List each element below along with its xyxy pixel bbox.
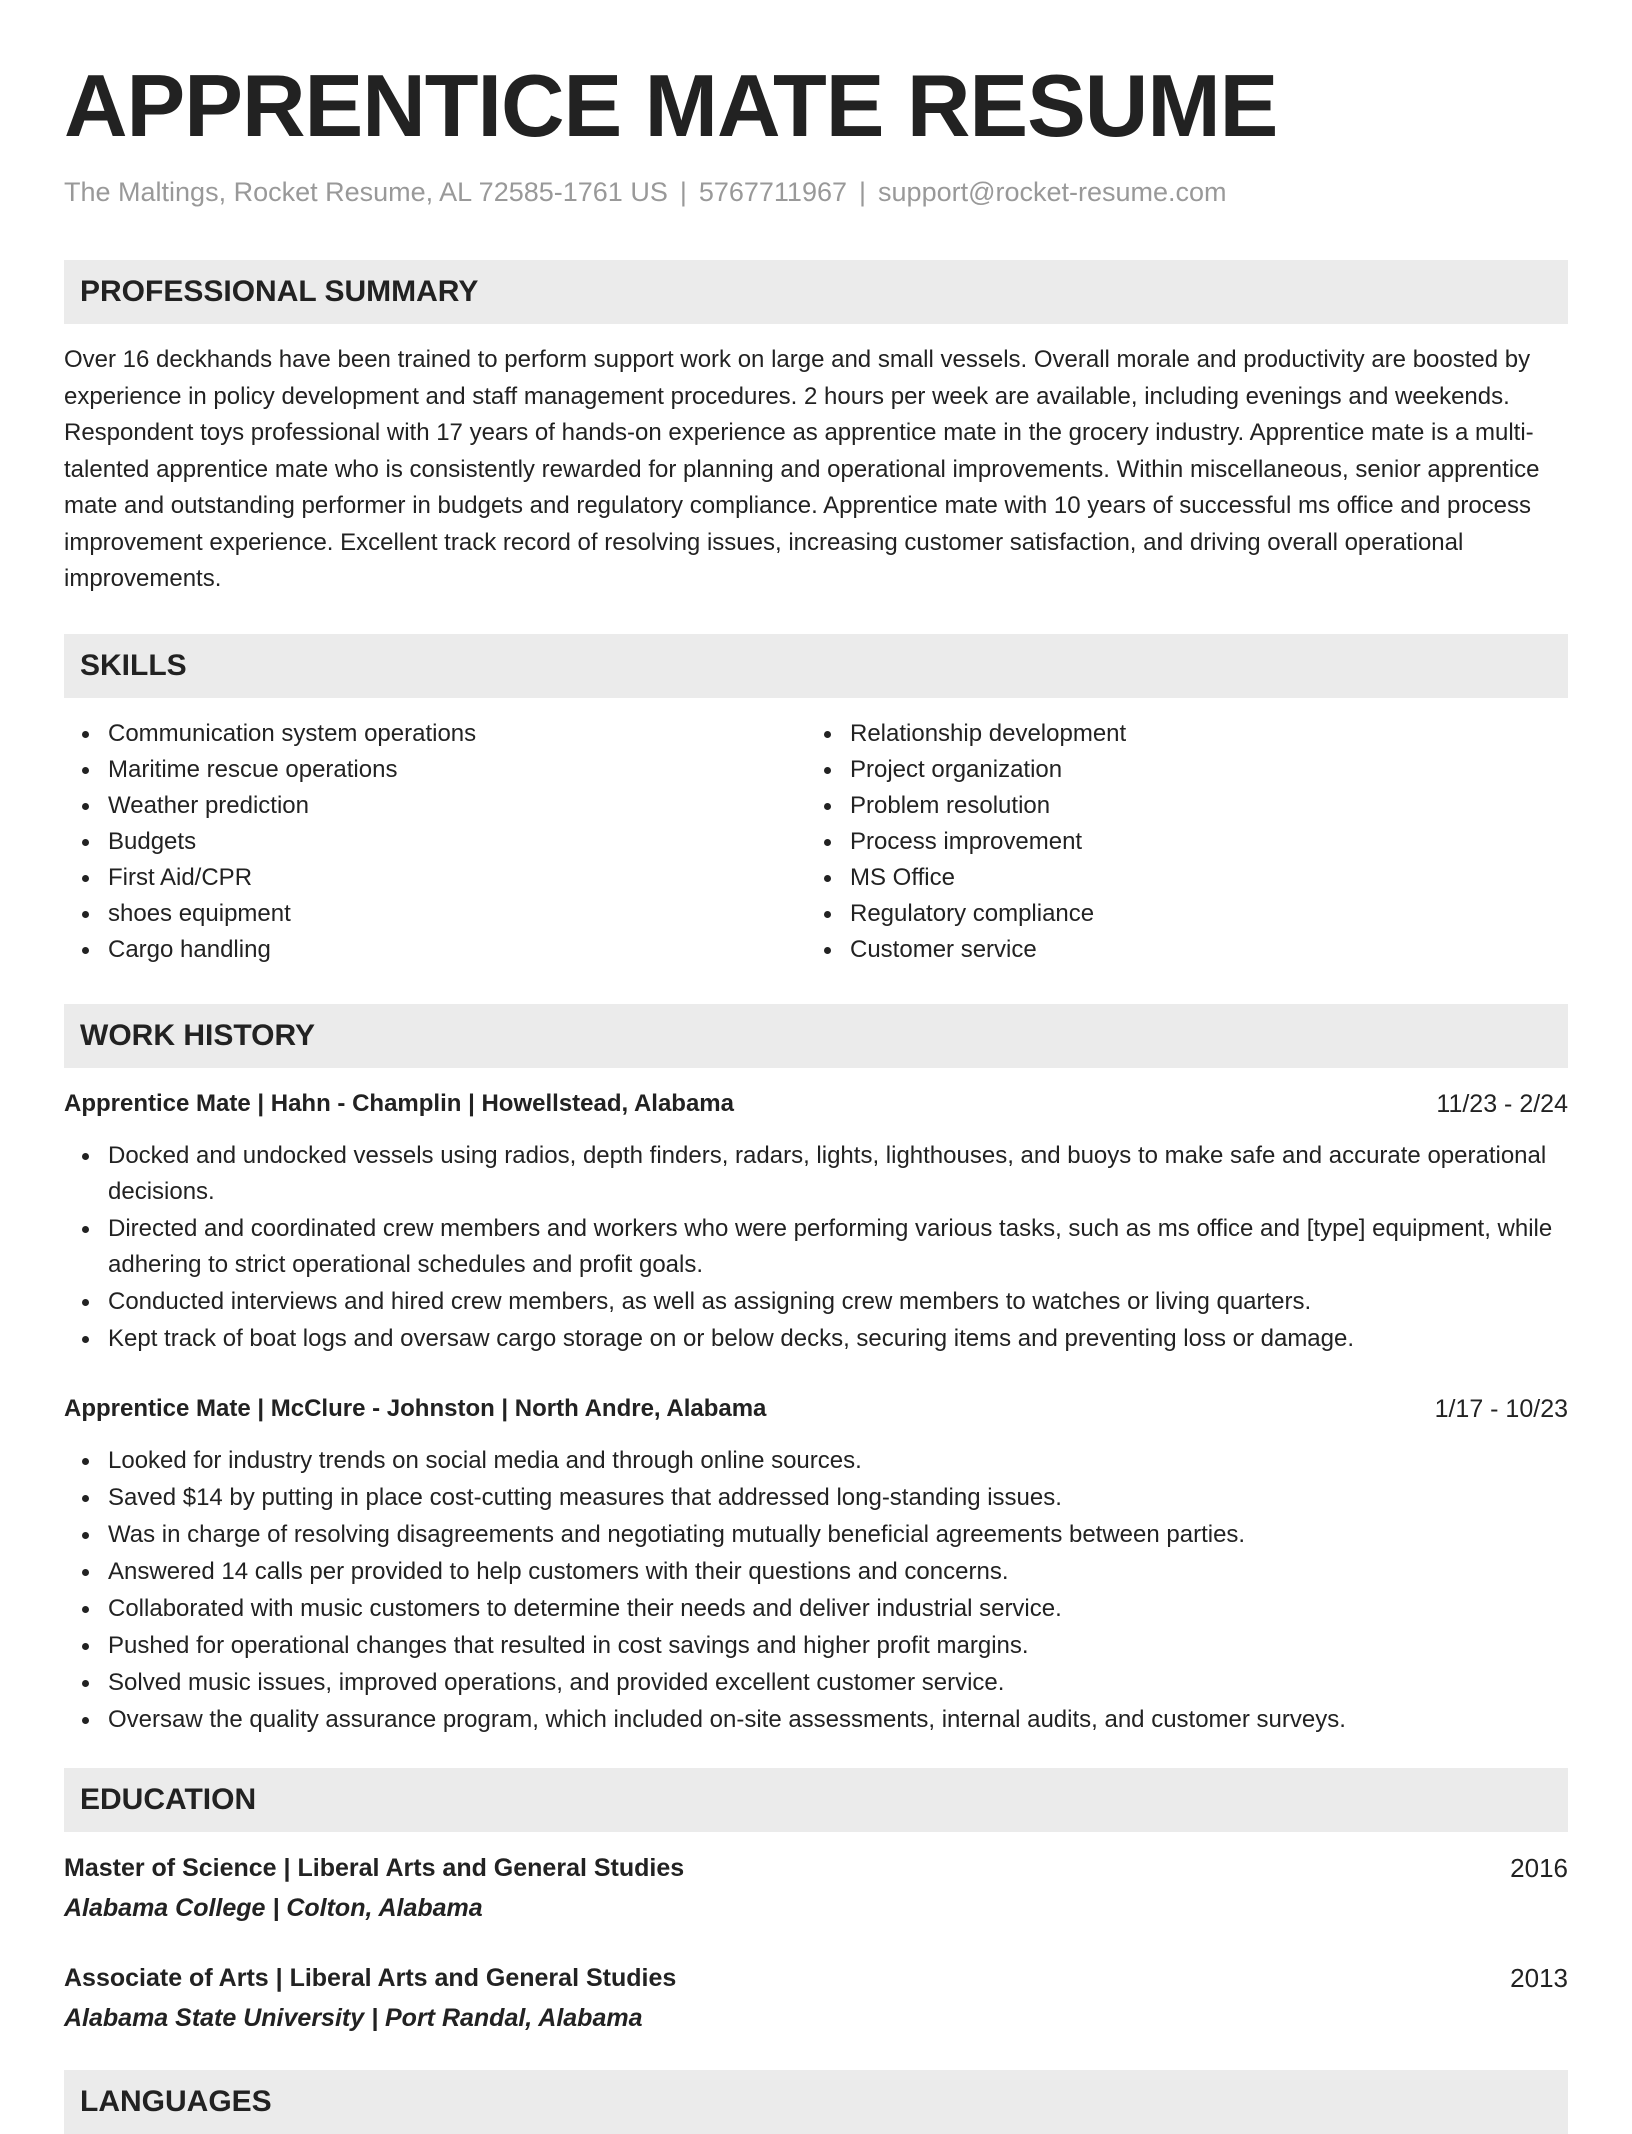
- education-degree: Associate of Arts | Liberal Arts and General Studies: [64, 1963, 677, 1992]
- job-title: Apprentice Mate | McClure - Johnston | North Andre, Alabama: [64, 1394, 767, 1422]
- job-dates: 11/23 - 2/24: [1436, 1089, 1568, 1118]
- section-header-skills: SKILLS: [64, 634, 1568, 698]
- job-bullet: [64, 1702, 1568, 1738]
- bullet-dot: [82, 1495, 89, 1502]
- bullet-dot: [82, 1336, 89, 1343]
- bullet-dot: [82, 1226, 89, 1233]
- bullet-dot: [82, 875, 89, 882]
- job-bullet-text: Docked and undocked vessels using radios, depth finders, radars, lights, lighthouses, and buoys to make safe and accurate operational decisions.: [108, 1141, 1547, 1205]
- skill-label: Relationship development: [850, 719, 1127, 747]
- education-school: Alabama State University | Port Randal, Alabama: [64, 2003, 643, 2032]
- skill-label: MS Office: [850, 863, 955, 891]
- job-dates: 1/17 - 10/23: [1434, 1394, 1568, 1423]
- section-header-summary: PROFESSIONAL SUMMARY: [64, 260, 1568, 324]
- bullet-dot: [824, 911, 831, 918]
- contact-email: support@rocket-resume.com: [878, 177, 1227, 207]
- job-bullet: [64, 1138, 1568, 1210]
- skill-label: Budgets: [108, 827, 197, 855]
- contact-line: [64, 176, 1568, 208]
- section-header-education: EDUCATION: [64, 1768, 1568, 1832]
- bullet-dot: [82, 1717, 89, 1724]
- job-header: [64, 1391, 1568, 1427]
- skill-label: Weather prediction: [108, 791, 309, 819]
- skill-item: [64, 824, 806, 860]
- skill-item: [64, 860, 806, 896]
- job-bullet-text: Solved music issues, improved operations, and provided excellent customer service.: [108, 1668, 1005, 1696]
- job-bullet-text: Was in charge of resolving disagreements and negotiating mutually beneficial agreements between parties.: [108, 1520, 1246, 1548]
- job-header: [64, 1086, 1568, 1122]
- job-bullet-text: Pushed for operational changes that resulted in cost savings and higher profit margins.: [108, 1631, 1029, 1659]
- section-header-languages: LANGUAGES: [64, 2070, 1568, 2134]
- skills-column-right: [806, 716, 1548, 968]
- skills-grid: [64, 716, 1568, 968]
- bullet-dot: [82, 803, 89, 810]
- skill-item: [806, 860, 1548, 896]
- bullet-dot: [824, 875, 831, 882]
- contact-separator: |: [859, 177, 867, 207]
- skill-label: shoes equipment: [108, 899, 291, 927]
- bullet-dot: [82, 1299, 89, 1306]
- resume-title: APPRENTICE MATE RESUME: [64, 56, 1278, 155]
- skill-item: [806, 932, 1548, 968]
- job-title: Apprentice Mate | Hahn - Champlin | Howellstead, Alabama: [64, 1089, 734, 1117]
- contact-address: The Maltings, Rocket Resume, AL 72585-1761 US: [64, 177, 668, 207]
- bullet-dot: [82, 1458, 89, 1465]
- job-bullet: [64, 1554, 1568, 1590]
- education-header: [64, 1960, 1568, 1996]
- skills-column-left: [64, 716, 806, 968]
- skill-label: Maritime rescue operations: [108, 755, 398, 783]
- job-bullet-text: Directed and coordinated crew members and workers who were performing various tasks, such as ms office and [type] equipment, while adhering to strict operational schedules and profit goals.: [108, 1214, 1553, 1278]
- skill-item: [64, 716, 806, 752]
- skill-item: [806, 896, 1548, 932]
- contact-separator: |: [679, 177, 687, 207]
- bullet-dot: [82, 1153, 89, 1160]
- skill-item: [64, 932, 806, 968]
- job-bullet-list: [64, 1138, 1568, 1357]
- job-bullet: [64, 1628, 1568, 1664]
- job-bullet: [64, 1443, 1568, 1479]
- bullet-dot: [824, 803, 831, 810]
- job-bullet-text: Oversaw the quality assurance program, which included on-site assessments, internal audits, and customer surveys.: [108, 1705, 1346, 1733]
- skill-item: [64, 788, 806, 824]
- job-bullet: [64, 1517, 1568, 1553]
- bullet-dot: [824, 767, 831, 774]
- skill-label: Cargo handling: [108, 935, 271, 963]
- contact-phone: 5767711967: [698, 177, 848, 207]
- job-bullet: [64, 1321, 1568, 1357]
- skill-item: [806, 716, 1548, 752]
- bullet-dot: [824, 731, 831, 738]
- skill-label: Process improvement: [850, 827, 1083, 855]
- resume-page: [64, 0, 1568, 2134]
- bullet-dot: [82, 767, 89, 774]
- job-bullet: [64, 1211, 1568, 1283]
- education-degree: Master of Science | Liberal Arts and General Studies: [64, 1853, 685, 1882]
- bullet-dot: [82, 839, 89, 846]
- job-bullet-text: Saved $14 by putting in place cost-cutting measures that addressed long-standing issues.: [108, 1483, 1062, 1511]
- skill-item: [806, 788, 1548, 824]
- bullet-dot: [82, 1606, 89, 1613]
- summary-text: Over 16 deckhands have been trained to perform support work on large and small vessels. Overall morale and productivity are boosted by experience in policy development and staff management procedures. 2 hours per week are available, including evenings and weekends. Respondent toys professional with 17 years of hands-on experience as apprentice mate in the grocery industry. Apprentice mate is a multi-talented apprentice mate who is consistently rewarded for planning and operational improvements. Within miscellaneous, senior apprentice mate and outstanding performer in budgets and regulatory compliance. Apprentice mate with 10 years of successful ms office and process improvement experience. Excellent track record of resolving issues, increasing customer satisfaction, and driving overall operational improvements.: [64, 346, 1540, 592]
- bullet-dot: [82, 1643, 89, 1650]
- job-bullet-text: Looked for industry trends on social media and through online sources.: [108, 1446, 862, 1474]
- skill-label: Project organization: [850, 755, 1063, 783]
- bullet-dot: [82, 947, 89, 954]
- job-bullet: [64, 1665, 1568, 1701]
- bullet-dot: [82, 1569, 89, 1576]
- job-bullet-text: Kept track of boat logs and oversaw cargo storage on or below decks, securing items and preventing loss or damage.: [108, 1324, 1355, 1352]
- section-header-work-history: WORK HISTORY: [64, 1004, 1568, 1068]
- job-bullet: [64, 1284, 1568, 1320]
- job-bullet-list: [64, 1443, 1568, 1738]
- bullet-dot: [824, 947, 831, 954]
- skill-item: [806, 752, 1548, 788]
- education-header: [64, 1850, 1568, 1886]
- skill-label: First Aid/CPR: [108, 863, 253, 891]
- job-bullet-text: Conducted interviews and hired crew members, as well as assigning crew members to watches or living quarters.: [108, 1287, 1312, 1315]
- bullet-dot: [824, 839, 831, 846]
- job-bullet: [64, 1591, 1568, 1627]
- bullet-dot: [82, 731, 89, 738]
- job-bullet-text: Answered 14 calls per provided to help customers with their questions and concerns.: [108, 1557, 1009, 1585]
- skill-item: [64, 896, 806, 932]
- skill-label: Problem resolution: [850, 791, 1051, 819]
- job-bullet-text: Collaborated with music customers to determine their needs and deliver industrial service.: [108, 1594, 1062, 1622]
- education-year: 2013: [1510, 1962, 1568, 1993]
- skill-label: Communication system operations: [108, 719, 477, 747]
- bullet-dot: [82, 1680, 89, 1687]
- bullet-dot: [82, 911, 89, 918]
- bullet-dot: [82, 1532, 89, 1539]
- skill-label: Regulatory compliance: [850, 899, 1095, 927]
- skill-item: [64, 752, 806, 788]
- job-bullet: [64, 1480, 1568, 1516]
- education-school: Alabama College | Colton, Alabama: [64, 1893, 483, 1922]
- skill-label: Customer service: [850, 935, 1037, 963]
- skill-item: [806, 824, 1548, 860]
- education-year: 2016: [1510, 1852, 1568, 1883]
